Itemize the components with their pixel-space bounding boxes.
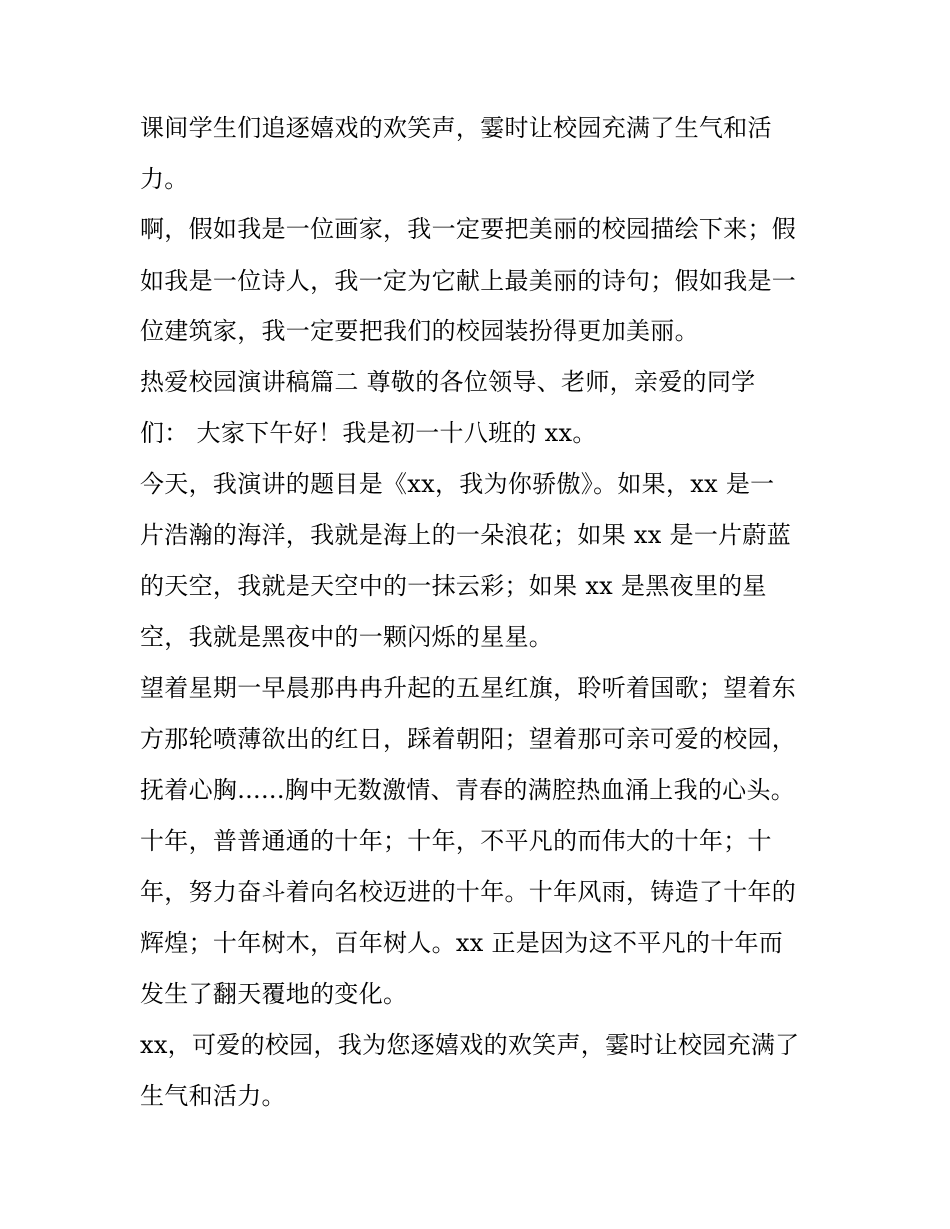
text-line: 今天，我演讲的题目是《xx，我为你骄傲》。如果，xx 是一 (140, 470, 775, 498)
text-line: 啊，假如我是一位画家，我一定要把美丽的校园描绘下来；假 (140, 215, 797, 243)
text-line: 如我是一位诗人，我一定为它献上最美丽的诗句；假如我是一 (140, 267, 797, 295)
text-line: 片浩瀚的海洋，我就是海上的一朵浪花；如果 xx 是一片蔚蓝 (140, 521, 792, 549)
text-line: 位建筑家，我一定要把我们的校园装扮得更加美丽。 (140, 317, 699, 345)
text-line: 望着星期一早晨那冉冉升起的五星红旗，聆听着国歌；望着东 (140, 674, 797, 702)
text-line: 力。 (140, 165, 189, 193)
text-line: 抚着心胸......胸中无数激情、青春的满腔热血涌上我的心头。 (140, 776, 796, 804)
text-line: 发生了翻天覆地的变化。 (140, 980, 408, 1008)
text-line: 辉煌；十年树木，百年树人。xx 正是因为这不平凡的十年而 (140, 929, 784, 957)
text-line: 热爱校园演讲稿篇二 尊敬的各位领导、老师，亲爱的同学 (140, 368, 756, 396)
text-line: 十年，普普通通的十年；十年，不平凡的而伟大的十年；十 (140, 827, 772, 855)
text-line: 空，我就是黑夜中的一颗闪烁的星星。 (140, 623, 554, 651)
text-line: 的天空，我就是天空中的一抹云彩；如果 xx 是黑夜里的星 (140, 572, 767, 600)
text-line: 年，努力奋斗着向名校迈进的十年。十年风雨，铸造了十年的 (140, 878, 797, 906)
text-line: 课间学生们追逐嬉戏的欢笑声，霎时让校园充满了生气和活 (140, 114, 772, 142)
text-line: 们： 大家下午好！我是初一十八班的 xx。 (140, 419, 597, 447)
text-line: xx，可爱的校园，我为您逐嬉戏的欢笑声，霎时让校园充满了 (140, 1031, 800, 1059)
text-line: 方那轮喷薄欲出的红日，踩着朝阳；望着那可亲可爱的校园， (140, 725, 797, 753)
text-line: 生气和活力。 (140, 1082, 286, 1110)
